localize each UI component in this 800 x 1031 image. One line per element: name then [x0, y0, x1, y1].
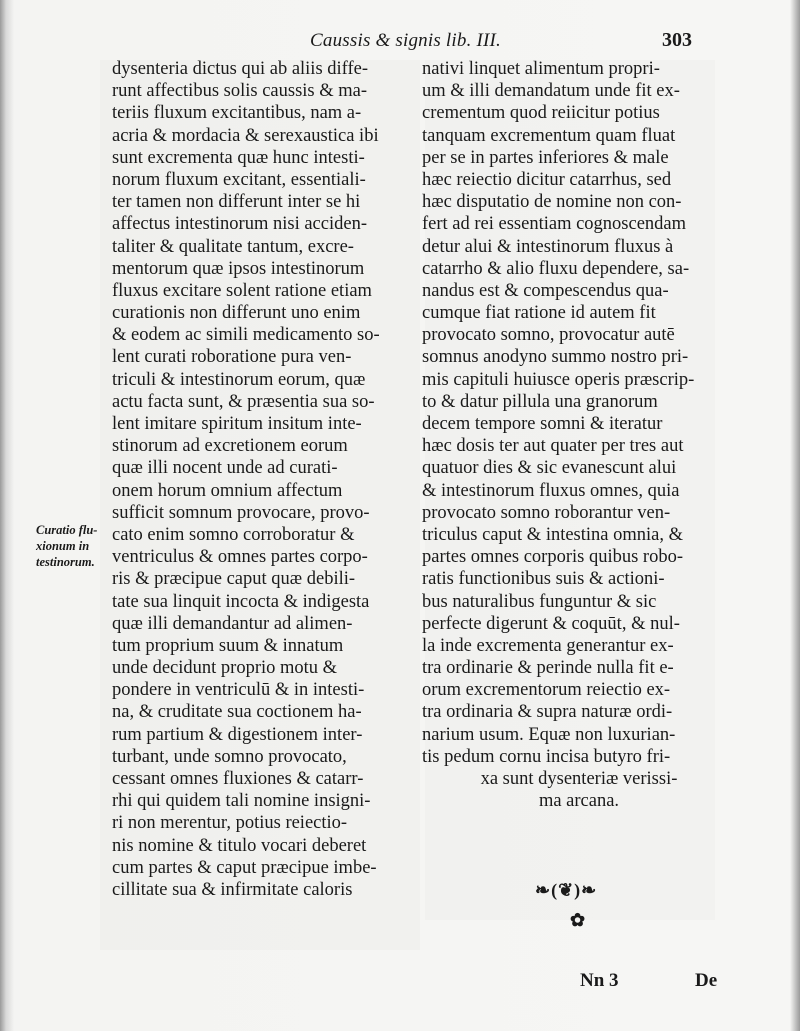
margin-note-line: testinorum.: [36, 555, 95, 569]
text-line: xa sunt dysenteriæ verissi-: [480, 769, 678, 789]
text-line: per se in partes inferiores & male: [422, 147, 669, 168]
text-line: la inde excrementa generantur ex-: [422, 635, 674, 656]
tailpiece-ornament: ❧(❦)❧: [535, 880, 598, 900]
text-line: mentorum quæ ipsos intestinorum: [112, 258, 365, 279]
text-line: tum proprium suum & innatum: [112, 635, 344, 656]
text-line: cillitate sua & infirmitate caloris: [112, 879, 353, 900]
text-line: lent imitare spiritum insitum inte-: [112, 414, 362, 434]
signature-mark: Nn 3: [580, 970, 619, 991]
text-line: stinorum ad excretionem eorum: [112, 436, 348, 457]
text-line: catarrho & alio fluxu dependere, sa-: [422, 258, 690, 279]
text-line: fert ad rei essentiam cognoscendam: [422, 214, 687, 235]
text-line: rum partium & digestionem inter-: [112, 724, 363, 745]
text-line: to & datur pillula una granorum: [422, 391, 658, 412]
text-line: orum excrementorum reiectio ex-: [422, 680, 671, 701]
tailpiece-ornament-small: ✿: [570, 910, 586, 930]
text-line: norum fluxum excitant, essentiali-: [112, 169, 366, 190]
text-line: ma arcana.: [538, 791, 620, 812]
text-line: somnus anodyno summo nostro pri-: [422, 347, 689, 368]
text-line: hæc dosis ter aut quater per tres aut: [422, 436, 684, 457]
text-line: ter tamen non differunt inter se hi: [112, 192, 361, 213]
text-line: na, & cruditate sua coctionem ha-: [112, 702, 362, 723]
text-line: ri non merentur, potius reiectio-: [112, 813, 348, 834]
text-line: runt affectibus solis caussis & ma-: [112, 81, 368, 102]
text-line: cessant omnes fluxiones & catarr-: [112, 769, 364, 789]
text-line: tanquam excrementum quam fluat: [422, 125, 676, 146]
text-line: triculus caput & intestina omnia, &: [422, 524, 684, 545]
text-line: taliter & qualitate tantum, excre-: [112, 236, 354, 257]
text-line: quatuor dies & sic evanescunt alui: [422, 458, 677, 479]
text-line: crementum quod reiicitur potius: [422, 103, 660, 124]
text-line: provocato somno, provocatur autē: [422, 325, 675, 346]
text-line: unde decidunt proprio motu &: [112, 658, 338, 679]
text-line: lent curati roboratione pura ven-: [112, 347, 352, 368]
text-line: onem horum omnium affectum: [112, 480, 343, 501]
text-line: nandus est & compescendus qua-: [422, 280, 669, 301]
text-line: perfecte digerunt & coquūt, & nul-: [422, 613, 680, 634]
text-line: rhi qui quidem tali nomine insigni-: [112, 791, 371, 812]
text-line: detur alui & intestinorum fluxus à: [422, 236, 674, 257]
page-number: 303: [662, 29, 692, 51]
text-line: hæc disputatio de nomine non con-: [422, 192, 682, 213]
text-line: ris & præcipue caput quæ debili-: [112, 569, 356, 590]
text-line: tra ordinaria & supra naturæ ordi-: [422, 702, 673, 723]
text-line: & intestinorum fluxus omnes, quia: [422, 480, 680, 501]
text-line: hæc reiectio dicitur catarrhus, sed: [422, 169, 672, 190]
text-line: triculi & intestinorum eorum, quæ: [112, 369, 366, 390]
text-line: mis capituli huiusce operis præscrip-: [422, 369, 695, 390]
right-text-column: [422, 58, 722, 812]
text-line: um & illi demandatum unde fit ex-: [422, 81, 680, 102]
text-line: nis nomine & titulo vocari deberet: [112, 835, 367, 856]
margin-note: [36, 522, 97, 570]
catchword: De: [695, 970, 718, 991]
text-line: dysenteria dictus qui ab aliis diffe-: [112, 59, 369, 79]
text-line: cato enim somno corroboratur &: [112, 524, 355, 545]
text-line: quæ illi nocent unde ad curati-: [112, 458, 338, 479]
text-line: curationis non differunt uno enim: [112, 303, 361, 324]
text-line: affectus intestinorum nisi acciden-: [112, 214, 367, 235]
text-line: bus naturalibus funguntur & sic: [422, 591, 657, 612]
text-line: nativi linquet alimentum propri-: [422, 59, 660, 79]
text-line: tra ordinarie & perinde nulla fit e-: [422, 658, 674, 679]
text-line: ventriculus & omnes partes corpo-: [112, 547, 368, 568]
running-head: Caussis & signis lib. III.: [310, 30, 501, 51]
text-line: sunt excrementa quæ hunc intesti-: [112, 147, 365, 168]
text-line: partes omnes corporis quibus robo-: [422, 547, 684, 568]
text-line: acria & mordacia & serexaustica ibi: [112, 125, 379, 146]
text-line: fluxus excitare solent ratione etiam: [112, 280, 372, 301]
text-line: decem tempore somni & iteratur: [422, 414, 663, 434]
text-line: provocato somno roborantur ven-: [422, 502, 671, 523]
left-text-column: [112, 58, 417, 901]
text-line: turbant, unde somno provocato,: [112, 746, 347, 767]
text-line: tate sua linquit incocta & indigesta: [112, 591, 370, 612]
text-line: actu facta sunt, & præsentia sua so-: [112, 391, 375, 412]
text-line: pondere in ventriculū & in intesti-: [112, 680, 365, 701]
margin-note-line: xionum in: [36, 539, 90, 553]
text-line: cum partes & caput præcipue imbe-: [112, 857, 377, 878]
text-line: teriis fluxum excitantibus, nam a-: [112, 103, 362, 124]
text-line: & eodem ac simili medicamento so-: [112, 325, 380, 346]
text-line: quæ illi demandantur ad alimen-: [112, 613, 353, 634]
text-line: sufficit somnum provocare, provo-: [112, 502, 370, 523]
text-line: tis pedum cornu incisa butyro fri-: [422, 746, 671, 767]
text-line: ratis functionibus suis & actioni-: [422, 569, 665, 590]
text-line: cumque fiat ratione id autem fit: [422, 303, 656, 324]
text-line: narium usum. Equæ non luxurian-: [422, 724, 676, 745]
margin-note-line: Curatio flu-: [36, 523, 98, 537]
